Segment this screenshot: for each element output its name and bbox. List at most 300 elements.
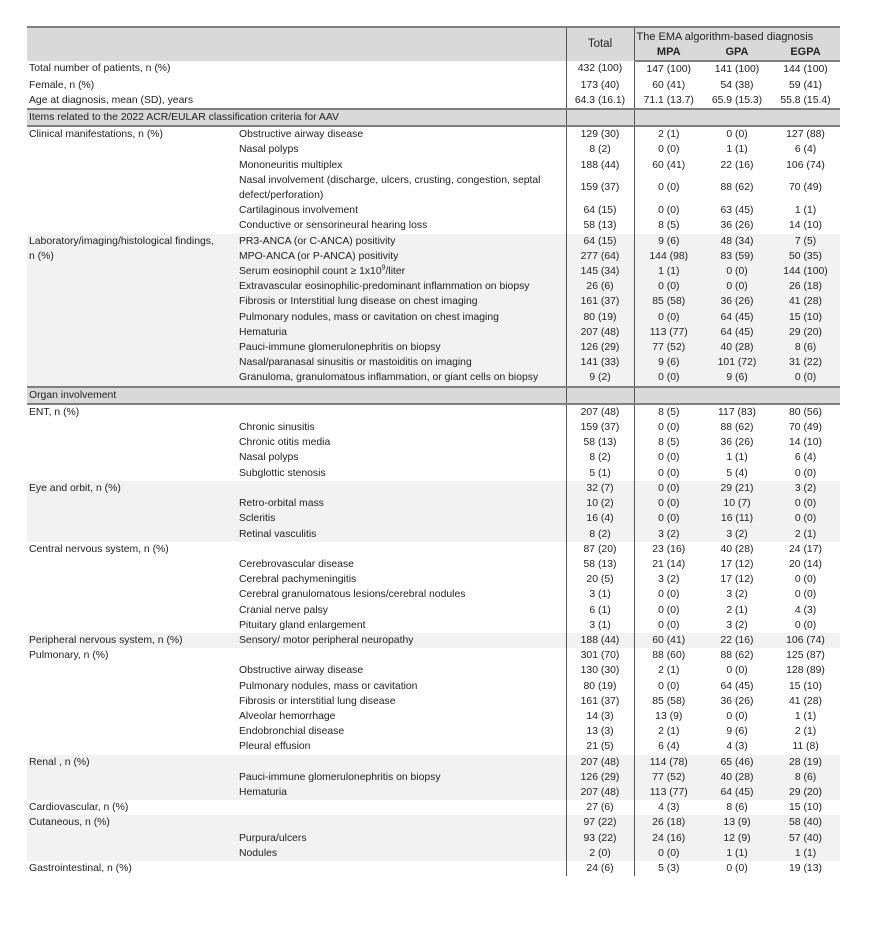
superscript: 9 (381, 264, 386, 272)
cell-mpa: 60 (41) (634, 633, 703, 648)
row-category (27, 158, 236, 173)
cell-gpa: 0 (0) (726, 862, 748, 874)
row-category (27, 663, 236, 678)
cell-total: 8 (2) (566, 450, 634, 465)
table-row (27, 435, 840, 450)
cell-egpa: 0 (0) (794, 467, 817, 479)
table-row (27, 663, 840, 678)
cell-gpa: 101 (72) (703, 355, 771, 370)
cell-total: 93 (22) (566, 831, 634, 846)
row-label: Age at diagnosis, mean (SD), years (29, 94, 194, 106)
cell-gpa: 1 (1) (726, 144, 748, 156)
table-row (27, 249, 840, 264)
row-category: Cardiovascular, n (%) (29, 802, 129, 814)
cell-gpa: 63 (45) (720, 205, 754, 217)
row-item: Retinal vasculitis (236, 527, 566, 542)
cell-gpa: 8 (6) (726, 802, 748, 814)
cell-gpa: 65.9 (15.3) (711, 94, 763, 106)
cell-total: 161 (37) (566, 694, 634, 709)
table-row (27, 572, 840, 587)
cell-egpa: 6 (4) (794, 144, 817, 156)
cell-egpa: 29 (20) (771, 325, 840, 340)
cell-mpa: 0 (0) (634, 279, 703, 294)
table-row (27, 142, 840, 157)
cell-gpa: 88 (62) (720, 650, 754, 662)
cell-gpa: 0 (0) (703, 279, 771, 294)
cell-egpa: 0 (0) (794, 574, 817, 586)
cell-egpa: 144 (100) (783, 64, 828, 76)
cell-total: 141 (33) (566, 355, 634, 370)
cell-egpa: 3 (2) (771, 481, 840, 496)
cell-total: 159 (37) (566, 173, 634, 203)
cell-mpa: 0 (0) (658, 422, 680, 434)
cell-gpa: 64 (45) (703, 325, 771, 340)
table-row (27, 420, 840, 435)
cell-gpa: 64 (45) (703, 310, 771, 325)
item-text: Serum eosinophil count ≥ 1x10 (239, 266, 382, 278)
row-category (27, 279, 236, 294)
cell-gpa: 64 (45) (720, 680, 754, 692)
table-row (27, 861, 840, 876)
cell-egpa: 24 (17) (789, 543, 822, 555)
row-category (27, 785, 236, 800)
row-item: Extravascular eosinophilic-predominant inflammation on biopsy (236, 279, 566, 294)
row-item (236, 648, 566, 663)
table-row (27, 785, 840, 800)
table-row (27, 831, 840, 846)
row-category (27, 724, 236, 739)
section-organ (27, 387, 840, 404)
header-ema-group: The EMA algorithm-based diagnosis (634, 27, 840, 45)
row-category: Gastrointestinal, n (%) (29, 862, 132, 874)
cell-egpa: 31 (22) (771, 355, 840, 370)
cell-gpa: 22 (16) (720, 159, 754, 171)
cell-total: 130 (30) (566, 663, 634, 678)
table-row (27, 648, 840, 663)
row-category (27, 618, 236, 633)
row-item (236, 404, 566, 420)
cell-egpa: 1 (1) (771, 846, 840, 861)
header-blank (27, 27, 566, 61)
cell-total: 64 (15) (566, 234, 634, 249)
row-item: Pulmonary nodules, mass or cavitation on chest imaging (236, 310, 566, 325)
cell-mpa: 26 (18) (634, 815, 703, 830)
row-item: Sensory/ motor peripheral neuropathy (236, 633, 566, 648)
row-category: ENT, n (%) (29, 406, 80, 418)
cell-egpa: 26 (18) (771, 279, 840, 294)
cell-mpa: 85 (58) (652, 695, 686, 707)
row-category: Laboratory/imaging/histological findings, (27, 234, 236, 249)
cell-total: 277 (64) (566, 249, 634, 264)
row-category (27, 557, 236, 572)
cell-gpa: 13 (9) (703, 815, 771, 830)
row-category (27, 587, 236, 602)
cell-mpa: 3 (2) (634, 527, 703, 542)
cell-mpa: 0 (0) (658, 619, 680, 631)
cell-egpa: 15 (10) (789, 680, 822, 692)
row-item: Nasal/paranasal sinusitis or mastoiditis on imaging (236, 355, 566, 370)
row-item: Subglottic stenosis (239, 467, 326, 479)
cell-egpa: 8 (6) (771, 770, 840, 785)
cell-egpa: 59 (41) (789, 79, 822, 91)
cell-mpa: 0 (0) (634, 496, 703, 511)
section-criteria (27, 109, 840, 126)
table-row (27, 264, 840, 279)
cell-mpa: 9 (6) (634, 355, 703, 370)
row-category (27, 142, 236, 157)
cell-total: 159 (37) (566, 420, 634, 435)
row-item: Nasal involvement (discharge, ulcers, crusting, congestion, septal defect/perforation) (239, 174, 541, 202)
cell-gpa: 83 (59) (703, 249, 771, 264)
cell-egpa: 6 (4) (794, 452, 817, 464)
row-category (27, 173, 236, 203)
section-title: Organ involvement (27, 387, 566, 404)
cell-mpa: 0 (0) (658, 680, 680, 692)
cell-mpa: 0 (0) (658, 182, 680, 194)
cell-mpa: 3 (2) (658, 574, 680, 586)
table-row (27, 466, 840, 481)
cell-mpa: 77 (52) (634, 770, 703, 785)
cell-mpa: 24 (16) (634, 831, 703, 846)
row-category (27, 694, 236, 709)
cell-gpa: 1 (1) (703, 846, 771, 861)
row-item: MPO-ANCA (or P-ANCA) positivity (236, 249, 566, 264)
cell-total: 24 (6) (566, 861, 634, 876)
cell-egpa: 106 (74) (771, 633, 840, 648)
row-category: Peripheral nervous system, n (%) (27, 633, 236, 648)
header-egpa: EGPA (771, 45, 840, 61)
cell-egpa: 14 (10) (789, 220, 822, 232)
row-category: Clinical manifestations, n (%) (29, 129, 163, 141)
table-row (27, 340, 840, 355)
cell-total: 2 (0) (566, 846, 634, 861)
cell-egpa: 1 (1) (794, 710, 817, 722)
table-row (27, 481, 840, 496)
cell-mpa: 0 (0) (658, 452, 680, 464)
cell-egpa: 1 (1) (794, 205, 817, 217)
row-category (27, 435, 236, 450)
table-row (27, 603, 840, 618)
table-row (27, 325, 840, 340)
cell-egpa: 19 (13) (789, 862, 822, 874)
row-category (27, 511, 236, 526)
row-item: Cranial nerve palsy (239, 604, 328, 616)
row-category (27, 572, 236, 587)
cell-total: 3 (1) (566, 587, 634, 602)
table-header (27, 27, 840, 61)
cell-mpa: 0 (0) (634, 310, 703, 325)
cell-total: 188 (44) (566, 158, 634, 173)
cell-egpa: 58 (40) (771, 815, 840, 830)
cell-egpa: 15 (10) (771, 310, 840, 325)
row-item (236, 755, 566, 770)
table-row (27, 770, 840, 785)
cell-mpa: 0 (0) (634, 481, 703, 496)
table-container (27, 26, 840, 876)
cell-mpa: 0 (0) (634, 511, 703, 526)
row-item: Granuloma, granulomatous inflammation, or giant cells on biopsy (236, 370, 566, 386)
cell-gpa: 0 (0) (726, 129, 748, 141)
row-item (236, 861, 566, 876)
cell-gpa: 2 (1) (726, 604, 748, 616)
cell-egpa: 7 (5) (771, 234, 840, 249)
row-item: Chronic sinusitis (239, 422, 315, 434)
row-category (27, 603, 236, 618)
cell-gpa: 40 (28) (703, 340, 771, 355)
cell-total: 432 (100) (566, 61, 634, 77)
cell-mpa: 0 (0) (658, 467, 680, 479)
row-item: Pauci-immune glomerulonephritis on biopsy (236, 770, 566, 785)
table-row (27, 679, 840, 694)
cell-gpa: 0 (0) (726, 665, 748, 677)
cell-mpa: 71.1 (13.7) (643, 94, 694, 106)
cell-gpa: 29 (21) (703, 481, 771, 496)
cell-mpa: 8 (5) (658, 220, 680, 232)
table-row (27, 739, 840, 754)
cell-total: 207 (48) (566, 785, 634, 800)
cell-mpa: 113 (77) (634, 325, 703, 340)
cell-mpa: 2 (1) (658, 129, 680, 141)
cell-gpa: 4 (3) (726, 741, 748, 753)
table-row (27, 61, 840, 77)
cell-total: 126 (29) (566, 340, 634, 355)
row-category: Cutaneous, n (%) (27, 815, 236, 830)
row-category (27, 355, 236, 370)
row-item: Endobronchial disease (239, 726, 345, 738)
row-category (27, 831, 236, 846)
cell-egpa: 2 (1) (771, 527, 840, 542)
cell-egpa: 0 (0) (771, 370, 840, 386)
cell-gpa: 3 (2) (726, 589, 748, 601)
cell-gpa: 141 (100) (714, 64, 760, 76)
cell-mpa: 4 (3) (658, 802, 680, 814)
row-item: PR3-ANCA (or C-ANCA) positivity (236, 234, 566, 249)
row-category (27, 294, 236, 309)
table-row (27, 173, 840, 203)
row-category: Central nervous system, n (%) (29, 543, 169, 555)
cell-gpa: 22 (16) (703, 633, 771, 648)
cell-gpa: 36 (26) (720, 220, 754, 232)
cell-egpa: 29 (20) (771, 785, 840, 800)
cell-gpa: 48 (34) (703, 234, 771, 249)
row-category: Pulmonary, n (%) (29, 650, 109, 662)
cell-total: 87 (20) (566, 542, 634, 557)
cell-egpa: 57 (40) (771, 831, 840, 846)
row-item: Cerebral granulomatous lesions/cerebral nodules (239, 589, 466, 601)
table-row (27, 126, 840, 142)
row-item: Mononeuritis multiplex (239, 159, 343, 171)
cell-egpa: 0 (0) (794, 589, 817, 601)
cell-total: 27 (6) (566, 800, 634, 815)
row-item: Pulmonary nodules, mass or cavitation (239, 680, 418, 692)
row-category (27, 203, 236, 218)
cell-gpa: 0 (0) (703, 264, 771, 279)
cell-egpa: 0 (0) (771, 511, 840, 526)
cell-mpa: 5 (3) (658, 862, 680, 874)
row-category: n (%) (27, 249, 236, 264)
row-item: Hematuria (236, 325, 566, 340)
cell-egpa: 127 (88) (786, 129, 825, 141)
cell-mpa: 0 (0) (658, 205, 680, 217)
cell-mpa: 114 (78) (634, 755, 703, 770)
row-item: Pleural effusion (239, 741, 311, 753)
cell-total: 16 (4) (566, 511, 634, 526)
row-item: Nasal polyps (239, 452, 299, 464)
section-title: Items related to the 2022 ACR/EULAR classification criteria for AAV (27, 109, 566, 126)
cell-egpa: 80 (56) (789, 406, 822, 418)
cell-mpa: 21 (14) (652, 558, 686, 570)
cell-mpa: 8 (5) (658, 406, 680, 418)
cell-mpa: 60 (41) (652, 79, 686, 91)
row-category (27, 218, 236, 233)
row-item: Obstructive airway disease (239, 665, 364, 677)
cell-egpa: 0 (0) (794, 619, 817, 631)
cell-gpa: 10 (7) (703, 496, 771, 511)
cell-total: 64 (15) (566, 203, 634, 218)
cell-egpa: 15 (10) (789, 802, 822, 814)
row-category: Eye and orbit, n (%) (27, 481, 236, 496)
row-category (27, 450, 236, 465)
table-row (27, 78, 840, 93)
cell-total: 161 (37) (566, 294, 634, 309)
table-row (27, 618, 840, 633)
table-row (27, 234, 840, 249)
cell-total: 145 (34) (566, 264, 634, 279)
cell-total: 9 (2) (566, 370, 634, 386)
cell-mpa: 6 (4) (658, 741, 680, 753)
cell-gpa: 17 (12) (720, 558, 754, 570)
row-item: Retro-orbital mass (236, 496, 566, 511)
table-row (27, 587, 840, 602)
cell-mpa: 60 (41) (652, 159, 686, 171)
cell-egpa: 20 (14) (789, 558, 822, 570)
cell-mpa: 113 (77) (634, 785, 703, 800)
table-row (27, 511, 840, 526)
table-row (27, 815, 840, 830)
cell-total: 8 (2) (566, 142, 634, 157)
table-row (27, 404, 840, 420)
row-item: Nodules (236, 846, 566, 861)
cell-mpa: 0 (0) (658, 144, 680, 156)
cell-total: 58 (13) (566, 218, 634, 233)
table-row (27, 527, 840, 542)
cell-mpa: 9 (6) (634, 234, 703, 249)
cell-total: 188 (44) (566, 633, 634, 648)
row-category (27, 340, 236, 355)
cell-total: 20 (5) (566, 572, 634, 587)
cell-total: 173 (40) (566, 78, 634, 93)
table-body (27, 61, 840, 876)
table-row (27, 557, 840, 572)
cell-gpa: 40 (28) (720, 543, 754, 555)
table-row (27, 218, 840, 233)
cell-egpa: 2 (1) (794, 726, 817, 738)
cell-total: 301 (70) (566, 648, 634, 663)
cell-egpa: 70 (49) (789, 182, 822, 194)
table-row (27, 93, 840, 109)
cell-gpa: 64 (45) (703, 785, 771, 800)
cell-egpa: 11 (8) (792, 741, 819, 753)
cell-mpa: 13 (9) (655, 710, 683, 722)
cell-mpa: 77 (52) (634, 340, 703, 355)
row-category (27, 527, 236, 542)
cell-total: 14 (3) (566, 709, 634, 724)
cell-egpa: 106 (74) (786, 159, 825, 171)
cell-total: 8 (2) (566, 527, 634, 542)
cell-total: 3 (1) (566, 618, 634, 633)
cell-total: 6 (1) (566, 603, 634, 618)
cell-total: 21 (5) (566, 739, 634, 754)
row-item: Pauci-immune glomerulonephritis on biopsy (236, 340, 566, 355)
cell-mpa: 2 (1) (658, 726, 680, 738)
row-item: Alveolar hemorrhage (239, 710, 336, 722)
table-row (27, 294, 840, 309)
cell-total: 126 (29) (566, 770, 634, 785)
row-category (27, 496, 236, 511)
cell-egpa: 41 (28) (771, 294, 840, 309)
row-category (27, 770, 236, 785)
cell-gpa: 117 (83) (718, 406, 756, 418)
table-row (27, 542, 840, 557)
cell-total: 26 (6) (566, 279, 634, 294)
cell-total: 58 (13) (566, 557, 634, 572)
cell-egpa: 128 (89) (786, 665, 825, 677)
row-item: Conductive or sensorineural hearing loss (239, 220, 428, 232)
row-item: Nasal polyps (239, 144, 299, 156)
cell-mpa: 1 (1) (634, 264, 703, 279)
table-row (27, 800, 840, 815)
row-item: Cartilaginous involvement (239, 205, 358, 217)
cell-total: 58 (13) (566, 435, 634, 450)
row-item: Cerebrovascular disease (239, 558, 354, 570)
row-category (27, 370, 236, 386)
cell-gpa: 3 (2) (726, 619, 748, 631)
cell-mpa: 0 (0) (658, 589, 680, 601)
row-category (27, 679, 236, 694)
cell-gpa: 36 (26) (720, 695, 754, 707)
table-row (27, 709, 840, 724)
cell-egpa: 4 (3) (794, 604, 817, 616)
header-gpa: GPA (703, 45, 771, 61)
table-row (27, 633, 840, 648)
row-label: Total number of patients, n (%) (29, 63, 171, 75)
cell-gpa: 54 (38) (720, 79, 754, 91)
table-row (27, 496, 840, 511)
row-category: Renal , n (%) (27, 755, 236, 770)
header-mpa: MPA (634, 45, 703, 61)
table-row (27, 310, 840, 325)
row-item (236, 815, 566, 830)
row-item: Hematuria (236, 785, 566, 800)
row-category (27, 264, 236, 279)
row-category (27, 466, 236, 481)
cell-total: 97 (22) (566, 815, 634, 830)
cell-gpa: 5 (4) (726, 467, 748, 479)
row-item: Scleritis (236, 511, 566, 526)
table-row (27, 724, 840, 739)
cell-total: 80 (19) (566, 310, 634, 325)
cell-mpa: 88 (60) (652, 650, 686, 662)
cell-egpa: 14 (10) (789, 437, 822, 449)
row-category (27, 709, 236, 724)
cell-total: 129 (30) (566, 126, 634, 142)
cell-gpa: 40 (28) (703, 770, 771, 785)
cell-mpa: 2 (1) (658, 665, 680, 677)
cell-gpa: 12 (9) (703, 831, 771, 846)
cell-total: 32 (7) (566, 481, 634, 496)
cell-egpa: 28 (19) (771, 755, 840, 770)
cell-gpa: 0 (0) (726, 710, 748, 722)
